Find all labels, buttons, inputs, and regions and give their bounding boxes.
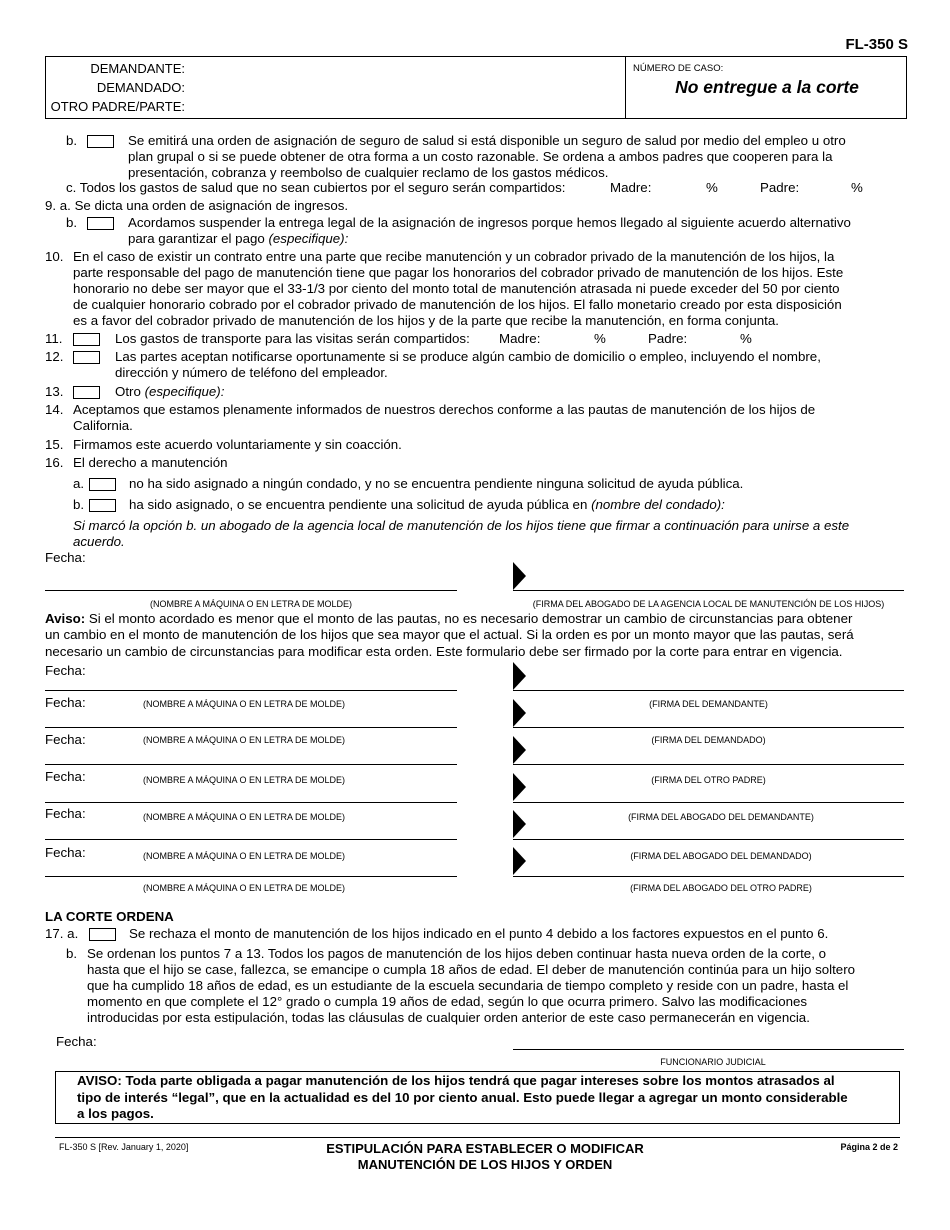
item-17a-text: Se rechaza el monto de manutención de los hijos indicado en el punto 4 debido a los factores expuestos en el punto 6. bbox=[129, 926, 829, 941]
petitioner-attorney-signature-line[interactable] bbox=[513, 802, 904, 803]
signature-arrow-icon bbox=[513, 562, 526, 590]
item-8b-line1: Se emitirá una orden de asignación de seguro de salud si está disponible un seguro de salud por medio del empleo u otro bbox=[128, 133, 846, 148]
item-13-text: Otro bbox=[115, 384, 141, 399]
other-parent-label: OTRO PADRE/PARTE: bbox=[50, 99, 185, 114]
footer-title-line2: MANUTENCIÓN DE LOS HIJOS Y ORDEN bbox=[357, 1156, 613, 1172]
signature-arrow-icon bbox=[513, 773, 526, 801]
item-9b-line2: para garantizar el pago bbox=[128, 231, 265, 246]
respondent-name-line[interactable] bbox=[45, 727, 457, 728]
parties-box bbox=[46, 57, 626, 118]
item-9a-text: 9. a. Se dicta una orden de asignación de ingresos. bbox=[45, 198, 349, 213]
item-16b-county: (nombre del condado): bbox=[591, 497, 725, 512]
item-16-note-line2: acuerdo. bbox=[73, 534, 125, 549]
item-8c-pct-father: % bbox=[851, 180, 863, 195]
court-date-label: Fecha: bbox=[56, 1034, 97, 1049]
respondent-attorney-date-label: Fecha: bbox=[45, 806, 86, 821]
item-16-number: 16. bbox=[45, 455, 64, 470]
other-parent-attorney-date-label: Fecha: bbox=[45, 845, 86, 860]
item-14-number: 14. bbox=[45, 402, 64, 417]
agency-signature-caption: (FIRMA DEL ABOGADO DE LA AGENCIA LOCAL DE MANUTENCIÓN DE LOS HIJOS) bbox=[532, 599, 885, 609]
footer-title-line1: ESTIPULACIÓN PARA ESTABLECER O MODIFICAR bbox=[326, 1141, 644, 1156]
interest-notice-line3: a los pagos. bbox=[77, 1106, 154, 1121]
item-16b-text: ha sido asignado, o se encuentra pendiente una solicitud de ayuda pública en bbox=[129, 497, 588, 512]
footer-revision: FL-350 S [Rev. January 1, 2020] bbox=[59, 1142, 189, 1152]
other-parent-attorney-name-line[interactable] bbox=[45, 876, 457, 877]
footer-page-number: Página 2 de 2 bbox=[840, 1142, 898, 1152]
item-8b-line3: presentación, cobranza y reembolso de cualquier reclamo de los gastos médicos. bbox=[128, 165, 609, 180]
petitioner-name-line[interactable] bbox=[45, 690, 457, 691]
respondent-print-name-caption: (NOMBRE A MÁQUINA O EN LETRA DE MOLDE) bbox=[143, 735, 346, 745]
item-8b-letter: b. bbox=[66, 133, 78, 148]
item-11-pct-mother: % bbox=[594, 331, 606, 346]
respondent-attorney-signature-caption: (FIRMA DEL ABOGADO DEL DEMANDADO) bbox=[630, 851, 812, 861]
footer-title bbox=[260, 1141, 710, 1172]
item-17b-line5: introducidas por esta estipulación, todas las cláusulas de cualquier orden anterior de este caso permanecerán en vigencia. bbox=[87, 1010, 810, 1025]
respondent-signature-line[interactable] bbox=[513, 727, 904, 728]
item-11-pct-father: % bbox=[740, 331, 752, 346]
petitioner-label: DEMANDANTE: bbox=[90, 61, 185, 76]
item-10-line2: parte responsable del pago de manutención tiene que pagar los honorarios del cobrador privado de manutención de los hijos. Este bbox=[73, 265, 844, 280]
item-10-line3: honorario no debe ser mayor que el 33-1/3 por ciento del monto total de manutención atrasada ni puede exceder del 50 por ciento bbox=[73, 281, 840, 296]
other-parent-date-label: Fecha: bbox=[45, 732, 86, 747]
item-11-number: 11. bbox=[45, 331, 63, 346]
judicial-officer-signature-line[interactable] bbox=[513, 1049, 904, 1050]
interest-notice-line2: tipo de interés “legal”, que en la actualidad es del 10 por ciento anual. Esto puede llegar a agregar un monto considerable bbox=[77, 1089, 848, 1105]
item-12-line2: dirección y número de teléfono del empleador. bbox=[115, 365, 388, 380]
other-parent-attorney-signature-line[interactable] bbox=[513, 876, 904, 877]
item-10-line5: es a favor del cobrador privado de manutención de los hijos y de la parte que recibe la manutención, en forma conjunta. bbox=[73, 313, 779, 328]
item-15-text: Firmamos este acuerdo voluntariamente y sin coacción. bbox=[73, 437, 402, 452]
notice-line1: Si el monto acordado es menor que el monto de las pautas, no es necesario demostrar un cambio de circunstancias para obtener bbox=[88, 611, 853, 626]
item-16b-checkbox[interactable] bbox=[89, 499, 116, 512]
judicial-officer-caption: FUNCIONARIO JUDICIAL bbox=[660, 1057, 766, 1067]
item-16a-text: no ha sido asignado a ningún condado, y no se encuentra pendiente ninguna solicitud de ayuda pública. bbox=[129, 476, 744, 491]
signature-arrow-icon bbox=[513, 847, 526, 875]
item-14-line2: California. bbox=[73, 418, 133, 433]
item-16-note-line1: Si marcó la opción b. un abogado de la agencia local de manutención de los hijos tiene que firmar a continuación para unirse a este bbox=[73, 518, 850, 533]
signature-arrow-icon bbox=[513, 662, 526, 690]
item-9b-checkbox[interactable] bbox=[87, 217, 114, 230]
item-13-number: 13. bbox=[45, 384, 64, 399]
other-parent-name-line[interactable] bbox=[45, 764, 457, 765]
item-9b-specify: (especifique): bbox=[268, 231, 349, 246]
item-16-text: El derecho a manutención bbox=[73, 455, 228, 470]
case-number-label: NÚMERO DE CASO: bbox=[633, 63, 724, 74]
petitioner-print-name-caption: (NOMBRE A MÁQUINA O EN LETRA DE MOLDE) bbox=[143, 699, 346, 709]
petitioner-attorney-print-name-caption: (NOMBRE A MÁQUINA O EN LETRA DE MOLDE) bbox=[143, 812, 346, 822]
form-number: FL-350 S bbox=[845, 36, 908, 53]
item-17b-line2: hasta que el hijo se case, fallezca, se emancipe o cumpla 18 años de edad. El deber de manutención continúa para un hijo soltero bbox=[87, 962, 856, 977]
case-number-value: No entregue a la corte bbox=[675, 77, 859, 97]
item-8c-pct-mother: % bbox=[706, 180, 718, 195]
item-14-line1: Aceptamos que estamos plenamente informados de nuestros derechos conforme a las pautas de manutención de los hijos de bbox=[73, 402, 816, 417]
signature-arrow-icon bbox=[513, 699, 526, 727]
item-11-text: Los gastos de transporte para las visitas serán compartidos: bbox=[115, 331, 470, 346]
item-17a-checkbox[interactable] bbox=[89, 928, 116, 941]
item-8b-line2: plan grupal o si se puede obtener de otra forma a un costo razonable. Se ordena a ambos padres que cooperen para la bbox=[128, 149, 833, 164]
notice-line2: un cambio en el monto de manutención de los hijos que sea mayor que el actual. Si la orden es por un monto mayor que las pautas, será bbox=[45, 627, 854, 642]
signature-arrow-icon bbox=[513, 736, 526, 764]
other-parent-attorney-print-name-caption: (NOMBRE A MÁQUINA O EN LETRA DE MOLDE) bbox=[143, 883, 346, 893]
item-17a-number: 17. a. bbox=[45, 926, 79, 941]
notice-line3: necesario un cambio de circunstancias para modificar esta orden. Este formulario debe ser firmado por la corte para entrar en vigencia. bbox=[45, 644, 843, 659]
other-parent-attorney-signature-caption: (FIRMA DEL ABOGADO DEL OTRO PADRE) bbox=[630, 883, 812, 893]
respondent-attorney-signature-line[interactable] bbox=[513, 839, 904, 840]
item-13-checkbox[interactable] bbox=[73, 386, 100, 399]
item-13-specify: (especifique): bbox=[144, 384, 225, 399]
item-11-father: Padre: bbox=[648, 331, 688, 346]
signature-arrow-icon bbox=[513, 810, 526, 838]
item-12-number: 12. bbox=[45, 349, 64, 364]
case-number-box bbox=[627, 57, 907, 118]
respondent-attorney-print-name-caption: (NOMBRE A MÁQUINA O EN LETRA DE MOLDE) bbox=[143, 851, 346, 861]
petitioner-signature-caption: (FIRMA DEL DEMANDANTE) bbox=[649, 699, 768, 709]
interest-notice-box bbox=[55, 1071, 900, 1124]
other-parent-signature-line[interactable] bbox=[513, 764, 904, 765]
item-16a-letter: a. bbox=[73, 476, 85, 491]
petitioner-attorney-date-label: Fecha: bbox=[45, 769, 86, 784]
item-11-checkbox[interactable] bbox=[73, 333, 100, 346]
item-15-number: 15. bbox=[45, 437, 64, 452]
item-9b-letter: b. bbox=[66, 215, 78, 230]
respondent-signature-caption: (FIRMA DEL DEMANDADO) bbox=[651, 735, 766, 745]
item-17b-letter: b. bbox=[66, 946, 78, 961]
respondent-date-label: Fecha: bbox=[45, 695, 86, 710]
footer-divider bbox=[55, 1137, 900, 1138]
respondent-label: DEMANDADO: bbox=[96, 80, 185, 95]
item-17b-line1: Se ordenan los puntos 7 a 13. Todos los pagos de manutención de los hijos deben continuar hasta nueva orden de la corte, o bbox=[87, 946, 826, 961]
item-8c-mother: Madre: bbox=[610, 180, 652, 195]
notice-bold: Aviso: bbox=[45, 611, 86, 626]
item-17b-line3: que ha cumplido 18 años de edad, es un estudiante de la escuela secundaria de tiempo completo y reside con un padre, hasta el bbox=[87, 978, 849, 993]
court-orders-heading: LA CORTE ORDENA bbox=[45, 909, 174, 924]
agency-print-name-caption: (NOMBRE A MÁQUINA O EN LETRA DE MOLDE) bbox=[149, 599, 353, 609]
agency-signature-line[interactable] bbox=[513, 590, 904, 591]
petitioner-attorney-name-line[interactable] bbox=[45, 802, 457, 803]
petitioner-date-label: Fecha: bbox=[45, 663, 86, 678]
item-16a-checkbox[interactable] bbox=[89, 478, 116, 491]
item-8c-father: Padre: bbox=[760, 180, 800, 195]
item-10-number: 10. bbox=[45, 249, 64, 264]
interest-notice-line1: AVISO: Toda parte obligada a pagar manutención de los hijos tendrá que pagar intereses sobre los montos atrasados al bbox=[77, 1073, 835, 1088]
item-10-line4: de cualquier honorario cobrado por el cobrador privado de manutención de los hijos. El fallo monetario creado por esta disposición bbox=[73, 297, 842, 312]
item-8b-checkbox[interactable] bbox=[87, 135, 114, 148]
item-10-line1: En el caso de existir un contrato entre una parte que recibe manutención y un cobrador privado de la manutención de los hijos, la bbox=[73, 249, 835, 264]
agency-date-label: Fecha: bbox=[45, 550, 86, 565]
item-8c-text: c. Todos los gastos de salud que no sean cubiertos por el seguro serán compartidos: bbox=[66, 180, 566, 195]
item-17b-line4: momento en que complete el 12° grado o cumpla 19 años de edad, según lo que ocurra primero. Salvo las modificaciones bbox=[87, 994, 808, 1009]
petitioner-attorney-signature-caption: (FIRMA DEL ABOGADO DEL DEMANDANTE) bbox=[628, 812, 814, 822]
item-9b-line1: Acordamos suspender la entrega legal de la asignación de ingresos porque hemos llegado al siguiente acuerdo alternativo bbox=[128, 215, 851, 230]
other-parent-signature-caption: (FIRMA DEL OTRO PADRE) bbox=[651, 775, 766, 785]
item-12-line1: Las partes aceptan notificarse oportunamente si se produce algún cambio de domicilio o empleo, incluyendo el nombre, bbox=[115, 349, 821, 364]
agency-name-line[interactable] bbox=[45, 590, 457, 591]
other-parent-print-name-caption: (NOMBRE A MÁQUINA O EN LETRA DE MOLDE) bbox=[143, 775, 346, 785]
item-12-checkbox[interactable] bbox=[73, 351, 100, 364]
petitioner-signature-line[interactable] bbox=[513, 690, 904, 691]
item-16b-letter: b. bbox=[73, 497, 85, 512]
item-11-mother: Madre: bbox=[499, 331, 541, 346]
respondent-attorney-name-line[interactable] bbox=[45, 839, 457, 840]
case-caption bbox=[45, 56, 907, 119]
